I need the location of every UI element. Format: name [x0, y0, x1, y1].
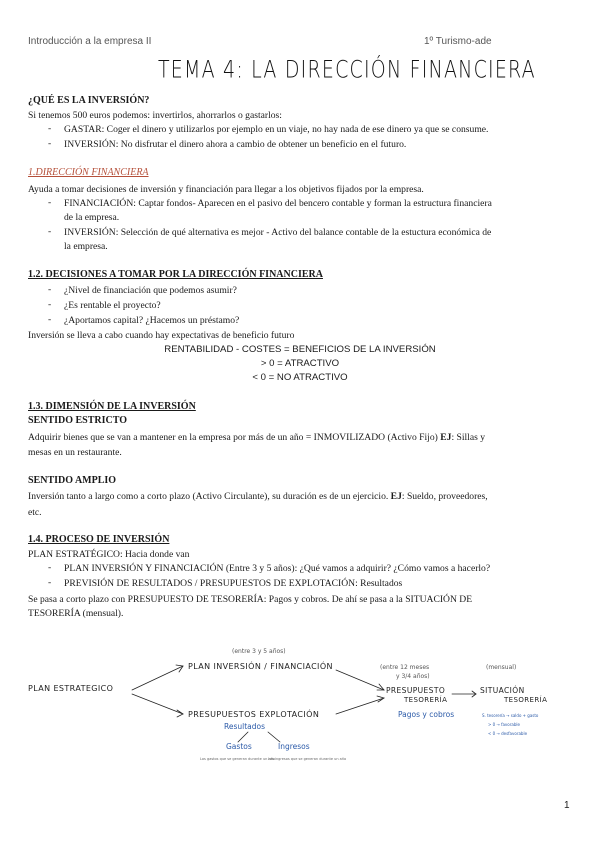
diagram-st-line: > 0 → favorable: [488, 722, 520, 727]
paragraph-line: mesas en un restaurante.: [28, 447, 122, 458]
paragraph: Ayuda a tomar decisiones de inversión y financiación para llegar a los objetivos fijados por la empresa.: [28, 184, 424, 195]
list-item-line: la empresa.: [64, 241, 108, 252]
diagram-ingresos-note: Los ingresos que se generan durante un año: [268, 757, 347, 761]
arrow-res-gastos: [238, 732, 248, 742]
diagram-st-line: < 0 → desfavorable: [488, 731, 528, 736]
diagram-gastos: Gastos: [226, 742, 252, 751]
paragraph-line: TESORERÍA (mensual).: [28, 608, 124, 619]
bullet-dash: -: [48, 577, 52, 588]
paragraph: Si tenemos 500 euros podemos: invertirlos, ahorrarlos o gastarlos:: [28, 110, 282, 121]
bullet-dash: -: [48, 123, 52, 134]
list-item: PREVISIÓN DE RESULTADOS / PRESUPUESTOS DE EXPLOTACIÓN: Resultados: [64, 578, 403, 589]
arrow-pif-pt: [336, 670, 384, 690]
diagram-st-line: S. tesorería → saldo + gasto: [482, 713, 539, 718]
bullet-dash: -: [48, 562, 52, 573]
list-item: ¿Aportamos capital? ¿Hacemos un préstamo?: [64, 315, 240, 326]
header-right: 1º Turismo-ade: [424, 36, 492, 47]
list-item-line: de la empresa.: [64, 212, 120, 223]
diagram-pt-note: (entre 12 meses: [380, 664, 430, 671]
diagram-ingresos: Ingresos: [278, 742, 310, 751]
bullet-dash: -: [48, 197, 52, 208]
arrow-down: [132, 694, 183, 714]
diagram-pagos: Pagos y cobros: [398, 710, 455, 719]
diagram-gastos-note: Los gastos que se generan durante un año: [200, 757, 275, 761]
subheading: SENTIDO AMPLIO: [28, 475, 117, 486]
formula-line: RENTABILIDAD - COSTES = BENEFICIOS DE LA INVERSIÓN: [164, 344, 436, 355]
arrow-pex-pt: [336, 698, 384, 714]
page-number: 1: [564, 800, 570, 811]
section-heading: 1.DIRECCIÓN FINANCIERA: [28, 167, 149, 178]
formula-line: < 0 = NO ATRACTIVO: [252, 372, 348, 383]
formula-line: > 0 = ATRACTIVO: [260, 358, 340, 369]
list-item-line: INVERSIÓN: Selección de qué alternativa es mejor - Activo del balance contable de la estuctura económica de: [64, 227, 492, 238]
list-item: PLAN INVERSIÓN Y FINANCIACIÓN (Entre 3 y 5 años): ¿Qué vamos a adquirir? ¿Cómo vamos a hacerlo?: [64, 563, 491, 574]
bullet-dash: -: [48, 284, 52, 295]
header-left: Introducción a la empresa II: [28, 36, 152, 47]
paragraph-line: Inversión tanto a largo como a corto plazo (Activo Circulante), su duración es de un ejercicio. EJ: Sueldo, proveedores,: [28, 491, 488, 502]
bullet-dash: -: [48, 314, 52, 325]
section-heading: 1.3. DIMENSIÓN DE LA INVERSIÓN: [28, 401, 196, 412]
list-item-line: FINANCIACIÓN: Captar fondos- Aparecen en el pasivo del bencero contable y forman la estructura financiera: [64, 198, 492, 209]
section-heading: 1.4. PROCESO DE INVERSIÓN: [28, 534, 170, 545]
page-title: TEMA 4: LA DIRECCIÓN FINANCIERA: [158, 56, 536, 84]
paragraph-line: Adquirir bienes que se van a mantener en la empresa por más de un año = INMOVILIZADO (Activo Fijo) EJ: Sillas y: [28, 432, 486, 443]
list-item: INVERSIÓN: No disfrutar el dinero ahora a cambio de obtener un beneficio en el futuro.: [64, 139, 407, 150]
subheading: SENTIDO ESTRICTO: [28, 415, 128, 426]
diagram-pt-note: y 3/4 años): [396, 673, 430, 680]
diagram-plan: PLAN ESTRATEGICO: [28, 684, 114, 693]
list-item: ¿Nivel de financiación que podemos asumir?: [64, 285, 237, 296]
arrow-res-ingresos: [268, 732, 280, 742]
diagram-mensual: (mensual): [486, 664, 517, 671]
diagram-pif: PLAN INVERSIÓN / FINANCIACIÓN: [188, 662, 333, 671]
diagram-pif-note: (entre 3 y 5 años): [232, 648, 286, 655]
paragraph-line: Se pasa a corto plazo con PRESUPUESTO DE TESORERÍA: Pagos y cobros. De ahí se pasa a la SITUACIÓN DE: [28, 594, 473, 605]
section-heading: 1.2. DECISIONES A TOMAR POR LA DIRECCIÓN FINANCIERA: [28, 269, 323, 280]
paragraph: PLAN ESTRATÉGICO: Hacia donde van: [28, 549, 190, 560]
diagram-pt: PRESUPUESTO: [386, 686, 446, 695]
diagram-pex: PRESUPUESTOS EXPLOTACIÓN: [188, 710, 320, 719]
diagram-resultados: Resultados: [224, 722, 266, 731]
arrow-down-head: [177, 710, 183, 717]
bullet-dash: -: [48, 299, 52, 310]
section-heading: ¿QUÉ ES LA INVERSIÓN?: [28, 95, 150, 106]
paragraph-line: etc.: [28, 507, 42, 518]
diagram-st: SITUACIÓN: [480, 686, 525, 695]
diagram-pt: TESORERÍA: [404, 696, 448, 704]
arrow-pif-pt-head: [377, 684, 384, 690]
list-item: GASTAR: Coger el dinero y utilizarlos por ejemplo en un viaje, no hay nada de ese dinero ya que se consume.: [64, 124, 489, 135]
list-item: ¿Es rentable el proyecto?: [64, 300, 161, 311]
diagram-st: TESORERÍA: [504, 696, 548, 704]
bullet-dash: -: [48, 138, 52, 149]
arrow-up: [132, 666, 183, 690]
bullet-dash: -: [48, 226, 52, 237]
paragraph: Inversión se lleva a cabo cuando hay expectativas de beneficio futuro: [28, 330, 295, 341]
